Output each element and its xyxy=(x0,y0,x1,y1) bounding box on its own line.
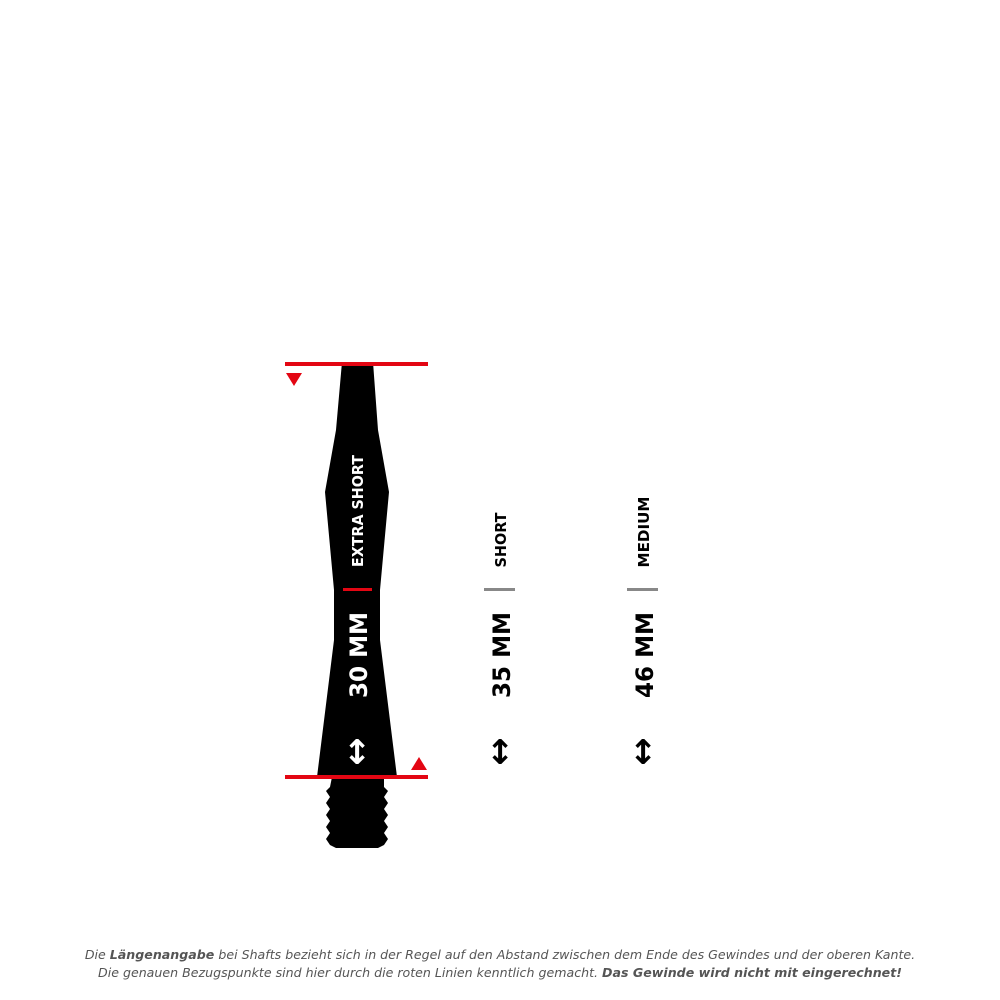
caption-line-1-suffix: bei Shafts bezieht sich in der Regel auf den Abstand zwischen dem Ende des Gewindes und der oberen Kante. xyxy=(214,947,916,962)
caption-line-1-prefix: Die xyxy=(84,947,110,962)
top-reference-line xyxy=(285,362,428,366)
shaft-thread xyxy=(326,777,388,848)
caption-line-2-bold: Das Gewinde wird nicht mit eingerechnet! xyxy=(602,965,902,980)
medium-name-label: MEDIUM xyxy=(635,497,653,568)
medium-length-label: 46 MM xyxy=(631,608,659,698)
caption-line-1 xyxy=(0,946,1000,964)
caption-line-2 xyxy=(0,964,1000,982)
caption-line-1-bold: Längenangabe xyxy=(109,947,215,962)
short-length-label: 35 MM xyxy=(488,608,516,698)
bottom-reference-line xyxy=(285,775,428,779)
extra-short-name-label: EXTRA SHORT xyxy=(349,449,367,567)
extra-short-divider xyxy=(343,588,372,591)
extra-short-length-label: 30 MM xyxy=(345,608,373,698)
extra-short-arrow-icon: ↕ xyxy=(342,733,372,773)
caption-line-2-prefix: Die genauen Bezugspunkte sind hier durch die roten Linien kenntlich gemacht. xyxy=(98,965,603,980)
shaft-body xyxy=(317,362,397,777)
short-arrow-icon: ↕ xyxy=(485,733,515,773)
short-divider xyxy=(484,588,515,591)
medium-divider xyxy=(627,588,658,591)
top-reference-marker xyxy=(286,373,302,386)
short-name-label: SHORT xyxy=(492,510,510,568)
medium-arrow-icon: ↕ xyxy=(628,733,658,773)
caption xyxy=(0,946,1000,982)
bottom-reference-marker xyxy=(411,757,427,770)
